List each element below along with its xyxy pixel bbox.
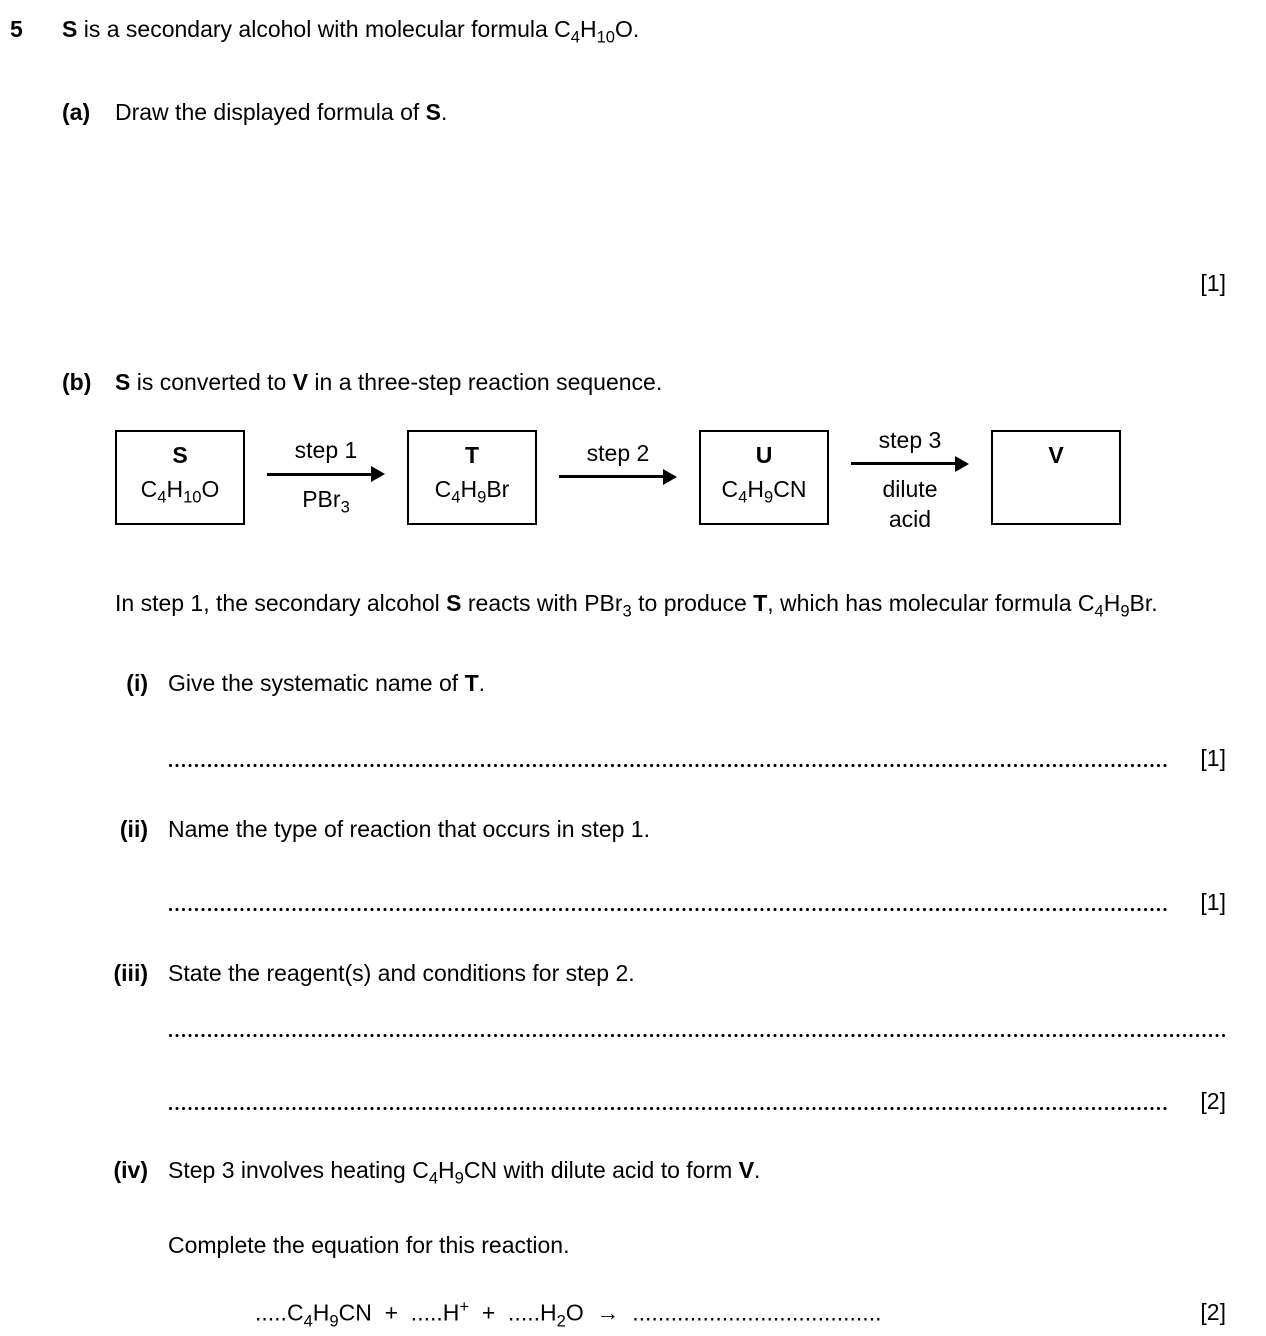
subpart-ii-marks: [1] — [1200, 889, 1226, 916]
compound-letter: V — [1048, 442, 1064, 469]
equation-row — [255, 1291, 1226, 1336]
subpart-i-text: Give the systematic name of T. — [168, 670, 486, 697]
subpart-iii-text: State the reagent(s) and conditions for step 2. — [168, 960, 635, 987]
part-a-text: Draw the displayed formula of S. — [115, 98, 448, 125]
arrow-step1-bottom-label: PBr$_3$ — [302, 486, 350, 517]
arrow-step3-bottom-label: dilute acid — [882, 475, 938, 532]
compound-letter: S — [172, 442, 188, 469]
compound-box-t — [407, 430, 537, 525]
arrow-group-step2 — [537, 435, 699, 521]
subpart-ii-row — [98, 814, 1226, 845]
subpart-iv-label: (iv) — [113, 1157, 148, 1184]
answer-row-i — [168, 743, 1226, 774]
compound-formula: $C_4H_{10}O$ — [140, 476, 220, 507]
subpart-ii-label: (ii) — [119, 816, 148, 843]
question-row — [10, 14, 1226, 53]
question-number: 5 — [10, 16, 23, 42]
subpart-iii-row — [98, 958, 1226, 989]
compound-letter: T — [464, 442, 480, 469]
part-a-label: (a) — [62, 98, 91, 125]
right-arrow-icon — [851, 456, 969, 472]
reaction-scheme — [115, 422, 1226, 534]
subpart-i-row — [98, 668, 1226, 699]
subpart-ii-text: Name the type of reaction that occurs in step 1. — [168, 816, 650, 843]
compound-box-u — [699, 430, 829, 525]
part-a-row — [62, 97, 1226, 128]
subpart-iv-instruction: Complete the equation for this reaction. — [168, 1231, 570, 1258]
answer-line-iii-2[interactable] — [168, 1106, 1168, 1111]
question-intro: S is a secondary alcohol with molecular formula $C_4H_{10}O$. — [62, 16, 640, 47]
subpart-iv-row — [98, 1155, 1226, 1194]
compound-formula: $C_4H_9Br$ — [434, 476, 510, 507]
compound-letter: U — [755, 442, 773, 469]
arrow-step1-top-label: step 1 — [294, 437, 358, 464]
right-arrow-icon — [267, 466, 385, 482]
subpart-iv-text: Step 3 involves heating $C_4H_9CN$ with dilute acid to form V. — [168, 1157, 761, 1188]
answer-line-i[interactable] — [168, 763, 1168, 768]
displayed-formula-drawing-area[interactable] — [115, 128, 1226, 268]
subpart-i-marks: [1] — [1200, 745, 1226, 772]
right-arrow-icon — [559, 469, 677, 485]
equation-text[interactable]: $.....C_4H_9CN + .....H^+ + .....H_2O$ → ....................................... — [255, 1296, 882, 1331]
answer-line-ii[interactable] — [168, 907, 1168, 912]
arrow-group-step1 — [245, 432, 407, 523]
step1-paragraph: In step 1, the secondary alcohol S reacts with PBr$_3$ to produce T, which has molecular formula $C_4H_9Br$. — [115, 589, 1158, 621]
answer-row-iii-1 — [168, 1033, 1226, 1044]
part-b-text: S is converted to V in a three-step reaction sequence. — [115, 368, 663, 395]
part-b-label: (b) — [62, 368, 92, 395]
answer-line-iii-1[interactable] — [168, 1033, 1226, 1038]
answer-row-ii — [168, 887, 1226, 918]
compound-box-v — [991, 430, 1121, 525]
subpart-i-label: (i) — [126, 670, 148, 697]
arrow-step2-top-label: step 2 — [586, 439, 650, 466]
compound-formula: $C_4H_9CN$ — [721, 476, 807, 507]
subpart-iii-label: (iii) — [113, 960, 148, 987]
compound-box-s — [115, 430, 245, 525]
arrow-step3-top-label: step 3 — [878, 426, 942, 453]
answer-row-iii-2 — [168, 1086, 1226, 1117]
part-a-marks: [1] — [1200, 269, 1226, 296]
arrow-group-step3 — [829, 422, 991, 534]
subpart-iii-marks: [2] — [1200, 1088, 1226, 1115]
subpart-iv-marks: [2] — [1200, 1299, 1226, 1326]
part-b-row — [62, 367, 1226, 398]
